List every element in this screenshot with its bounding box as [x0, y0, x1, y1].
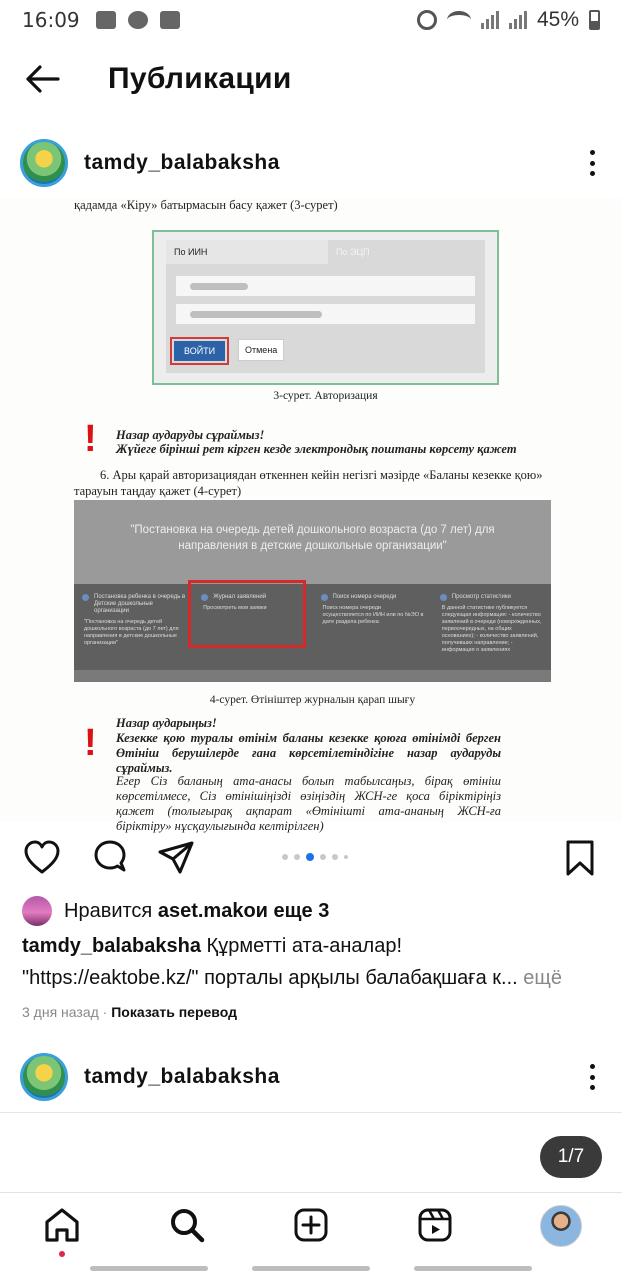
- signal-icon: [481, 11, 499, 29]
- home-icon[interactable]: [42, 1205, 82, 1245]
- battery-icon: [589, 10, 600, 30]
- post-username[interactable]: tamdy_balabaksha: [84, 1065, 280, 1088]
- note-text: Егер Сіз баланың ата-анасы болып табылсаңыз, бірақ өтініш көрсетілмесе, Сіз өтінішіңізді өзіңіздің ЖСН-ге қоса біріктіріңіз қажет (толығырақ ақпарат «Өтінішті ата-ананың ЖСН-ға біріктіру» нұсқаулығында келтірілген): [116, 774, 501, 833]
- fig-login-button: ВОЙТИ: [174, 341, 225, 361]
- note-text: Жүйеге бірінші рет кірген кезде электрондық поштаны көрсету қажет: [116, 442, 517, 456]
- more-options-icon[interactable]: [588, 150, 596, 176]
- bookmark-icon[interactable]: [560, 838, 600, 878]
- post-caption[interactable]: [22, 930, 602, 994]
- likes-suffix: и еще 3: [255, 899, 330, 922]
- post-meta: 3 дня назад · Показать перевод: [22, 1004, 237, 1020]
- profile-tab[interactable]: [540, 1205, 580, 1245]
- auth-figure: [152, 230, 499, 385]
- divider: [0, 1112, 622, 1113]
- fig-field-2: [176, 304, 475, 324]
- notification-dot: [59, 1251, 65, 1257]
- time-ago: 3 дня назад: [22, 1004, 99, 1020]
- carousel-indicator: [282, 853, 348, 861]
- signal-icon-2: [509, 11, 527, 29]
- fig-tab-iin: По ИИН: [166, 240, 328, 264]
- system-nav-bar: [90, 1266, 208, 1271]
- search-icon[interactable]: [167, 1205, 207, 1245]
- note-text: Кезекке қою туралы өтінім баланы кезекке қоюға өтінімді берген Өтініш берушілерде ғана көрсетілетіндігіне назар аударуды сұраймыз.: [116, 731, 501, 775]
- reels-icon[interactable]: [415, 1205, 455, 1245]
- system-nav-bar: [414, 1266, 532, 1271]
- caption-line-1: Құрметті ата-аналар!: [200, 935, 403, 957]
- figure-caption: 3-сурет. Авторизация: [273, 390, 378, 402]
- more-link[interactable]: ещё: [517, 967, 562, 989]
- wifi-icon: [447, 11, 471, 29]
- status-time: 16:09: [22, 8, 80, 32]
- profile-avatar: [540, 1205, 582, 1247]
- image-counter-badge: 1/7: [540, 1136, 602, 1178]
- figure-caption: 4-сурет. Өтініштер журналын қарап шығу: [209, 694, 416, 706]
- exclamation-icon: !: [84, 418, 97, 460]
- avatar[interactable]: [20, 1053, 68, 1101]
- app-header: [0, 48, 622, 110]
- fig-heading: "Постановка на очередь детей дошкольного возраста (до 7 лет) для направления в детские дошкольные организации": [74, 500, 551, 584]
- post-username[interactable]: tamdy_balabaksha: [84, 151, 280, 174]
- status-bar: [0, 0, 622, 40]
- post-image[interactable]: [0, 198, 622, 833]
- note-title: Назар аударуды сұраймыз!: [116, 428, 265, 442]
- post-header: [0, 128, 622, 198]
- fig-panel: Постановка ребенка в очередь в Детские дошкольные организации "Постановка на очередь детей дошкольного возраста (до 7 лет) для направления в детские дошкольные организации": [84, 594, 186, 646]
- fig-panel: Просмотр статистики В данной статистике публикуется следующая информация: - количество заявлений в очереди (новорожденных, первоочередных, на общих основаниях); - количество заявлений, получивших направление; - информация о заявлениях: [441, 594, 542, 653]
- likes-prefix: Нравится: [64, 899, 153, 922]
- exclamation-icon: !: [84, 722, 97, 764]
- doc-text-line: 6. Ары қарай авторизациядан өткеннен кейін негізгі мәзірде «Баланы кезекке қою»: [100, 468, 543, 482]
- caption-line-2: "https://eaktobe.kz/" порталы арқылы балабақшаға к...: [22, 967, 518, 989]
- likes-row[interactable]: [22, 894, 329, 928]
- alarm-icon: [417, 10, 437, 30]
- fig-panel: Поиск номера очереди Поиск номера очереди осуществляется по ИИН или по №ЭО в дате раздела ребенка: [322, 594, 424, 625]
- fig-login-highlight: [170, 337, 229, 365]
- fig-tab-eds: По ЭЦП: [336, 247, 370, 257]
- fig-highlight-box: [188, 580, 306, 648]
- add-icon[interactable]: [291, 1205, 331, 1245]
- note-title: Назар аударыңыз!: [116, 716, 217, 730]
- fig-cancel-button: Отмена: [238, 339, 284, 361]
- post-actions: [0, 828, 622, 886]
- battery-percent: 45%: [536, 8, 579, 31]
- avatar[interactable]: [20, 139, 68, 187]
- send-icon[interactable]: [156, 838, 196, 878]
- bottom-navigation: [0, 1192, 622, 1256]
- next-post-header: [0, 1042, 622, 1112]
- comment-icon[interactable]: [90, 838, 130, 878]
- voicemail-notification-icon: [160, 11, 180, 29]
- heart-icon[interactable]: [22, 838, 62, 878]
- gallery-notification-icon: [96, 11, 116, 29]
- page-title: Публикации: [108, 62, 292, 95]
- system-nav-bar: [252, 1266, 370, 1271]
- likes-user[interactable]: aset.mako: [157, 899, 256, 922]
- fig-field-1: [176, 276, 475, 296]
- more-options-icon[interactable]: [588, 1064, 596, 1090]
- music-notification-icon: [128, 11, 148, 29]
- menu-figure: [74, 500, 551, 682]
- fig-panel: Журнал заявлений Просмотреть мои заявки: [193, 584, 312, 670]
- doc-text-line: тарауын таңдау қажет (4-сурет): [74, 484, 242, 498]
- doc-text-line: қадамда «Кіру» батырмасын басу қажет (3-сурет): [74, 198, 338, 212]
- translate-link[interactable]: Показать перевод: [111, 1004, 237, 1020]
- caption-username[interactable]: tamdy_balabaksha: [22, 935, 201, 957]
- liker-avatar: [22, 896, 52, 926]
- back-arrow-icon[interactable]: [22, 59, 62, 99]
